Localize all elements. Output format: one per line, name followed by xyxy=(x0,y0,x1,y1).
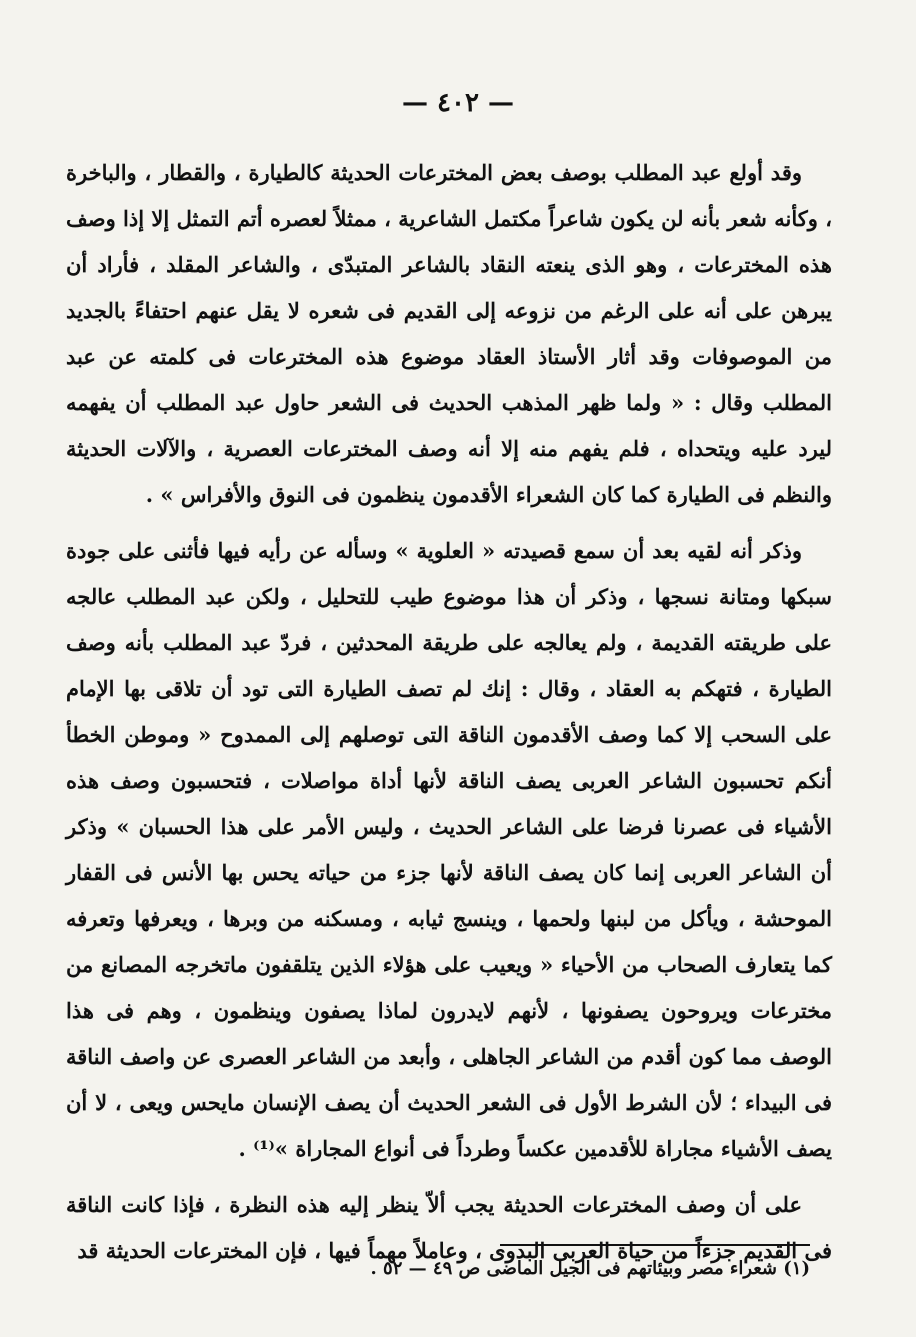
page-number: — ٤٠٢ — xyxy=(401,88,515,118)
paragraph-1: وقد أولع عبد المطلب بوصف بعض المخترعات الحديثة كالطيارة ، والقطار ، والباخرة ، وكأنه شعر بأنه لن يكون شاعراً مكتمل الشاعرية ، ممثلاً لعصره أتم التمثل إلا إذا وصف هذه المخترعات ، وهو الذى ينعته النقاد بالشاعر المتبدّى ، والشاعر المقلد ، فأراد أن يبرهن على أنه على الرغم من نزوعه إلى القديم فى شعره لا يقل عنهم احتفاءً بالجديد من الموصوفات وقد أثار الأستاذ العقاد موضوع هذه المخترعات فى كلمته عن عبد المطلب وقال : « ولما ظهر المذهب الحديث فى الشعر حاول عبد المطلب أن يفهمه ليرد عليه ويتحداه ، فلم يفهم منه إلا أنه وصف المخترعات العصرية ، والآلات الحديثة والنظم فى الطيارة كما كان الشعراء الأقدمون ينظمون فى النوق والأفراس » . xyxy=(66,160,832,507)
body-text xyxy=(66,150,832,1284)
paragraph-2: وذكر أنه لقيه بعد أن سمع قصيدته « العلوية » وسأله عن رأيه فيها فأثنى على جودة سبكها ومتانة نسجها ، وذكر أن هذا موضوع طيب للتحليل ، ولكن عبد المطلب عالجه على طريقته القديمة ، ولم يعالجه على طريقة المحدثين ، فردّ عبد المطلب بأنه وصف الطيارة ، فتهكم به العقاد ، وقال : إنك لم تصف الطيارة التى تود أن تلاقى بها الإمام على السحب إلا كما وصف الأقدمون الناقة التى توصلهم إلى الممدوح « وموطن الخطأ أنكم تحسبون الشاعر العربى يصف الناقة لأنها أداة مواصلات ، فتحسبون وصف هذه الأشياء فى عصرنا فرضا على الشاعر الحديث ، وليس الأمر على هذا الحسبان » وذكر أن الشاعر العربى إنما كان يصف الناقة لأنها جزء من حياته يحس بها الأنس فى القفار الموحشة ، ويأكل من لبنها ولحمها ، وينسج ثيابه ، ومسكنه من وبرها ، ويعرفها وتعرفه كما يتعارف الصحاب من الأحياء « ويعيب على هؤلاء الذين يتلقفون ماتخرجه المصانع من مخترعات ويروحون يصفونها ، لأنهم لايدرون لماذا يصفون وينظمون ، وهم فى هذا الوصف مما كون أقدم من الشاعر الجاهلى ، وأبعد من الشاعر العصرى عن واصف الناقة فى البيداء ؛ لأن الشرط الأول فى الشعر الحديث أن يصف الإنسان مايحس ويعى ، لا أن يصف الأشياء مجاراة للأقدمين عكساً وطرداً فى أنواع المجاراة »⁽¹⁾ . xyxy=(66,538,832,1161)
footnote-separator xyxy=(500,1244,810,1246)
footnote: (١) شعراء مصر وبيئاتهم فى الجيل الماضى ص ٤٩ — ٥٢ . xyxy=(370,1258,810,1279)
paragraph-3: على أن وصف المخترعات الحديثة يجب ألاّ ينظر إليه هذه النظرة ، فإذا كانت الناقة فى القديم جزءاً من حياة العربى البدوى ، وعاملاً مهماً فيها ، فإن المخترعات الحديثة قد xyxy=(66,1192,832,1263)
